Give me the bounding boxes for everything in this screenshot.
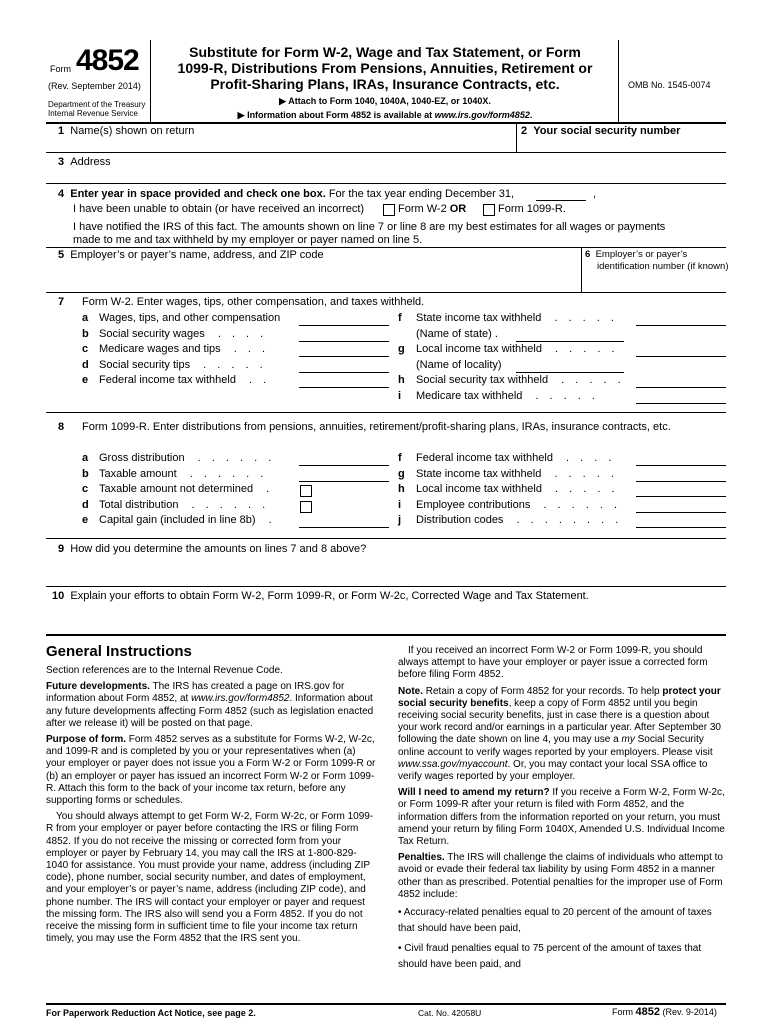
- catalog-number: Cat. No. 42058U: [418, 1008, 482, 1018]
- line-8f-input[interactable]: [636, 465, 726, 466]
- line-8j-letter: j: [398, 514, 402, 526]
- line-4-notified-1: I have notified the IRS of this fact. The amounts shown on line 7 or line 8 are my best estimates for all wages or payments: [73, 221, 666, 233]
- future-url[interactable]: www.irs.gov/form4852: [191, 693, 290, 705]
- info-url[interactable]: www.irs.gov/form4852: [434, 110, 530, 120]
- tax-year-input[interactable]: [536, 200, 586, 201]
- penalty-bullet-1: • Accuracy-related penalties equal to 20 percent of the amount of taxes that should have been paid,: [398, 907, 712, 935]
- name-input[interactable]: [60, 138, 510, 152]
- line-2-label: 2 Your social security number: [521, 125, 681, 137]
- should-attempt-paragraph: You should always attempt to get Form W-2, Form W-2c, or Form 1099-R from your employer or payer before contacting the IRS or filing Form 4852. If you do not receive the missing or corrected form from your employer or payer by February 14, you may call the IRS at 1-800-829-1040 for assistance. You must provide your name, address (including ZIP code), phone number, social security number, and dates of employment, and your employer’s or payer’s name, address (including ZIP code), and phone number. The IRS will contact your employer or payer and request the missing form. The IRS also will send you a Form 4852. If you do not receive the missing form in sufficient time to file your income tax return timely, you may use the Form 4852 that the IRS sent you.: [46, 811, 374, 945]
- line-8j-label: Distribution codes . . . . . . . .: [416, 514, 623, 526]
- line-8-title: Form 1099-R. Enter distributions from pensions, annuities, retirement/profit-sharing plans, IRAs, insurance contracts, etc.: [82, 421, 671, 433]
- general-instructions-heading: General Instructions: [46, 643, 192, 660]
- form-1099r-option: Form 1099-R.: [498, 203, 566, 215]
- penalty-bullet-2: • Civil fraud penalties equal to 75 percent of the amount of taxes that should have been paid, and: [398, 943, 702, 971]
- line-10-label: 10 Explain your efforts to obtain Form W-2, Form 1099-R, or Form W-2c, Corrected Wage and Tax Statement.: [52, 590, 589, 602]
- agency-line: Internal Revenue Service: [48, 109, 138, 118]
- form-title: [155, 44, 615, 92]
- footer-form-id: Form 4852 (Rev. 9-2014): [612, 1006, 717, 1018]
- department-line: Department of the Treasury: [48, 100, 146, 109]
- line-1-label: 1 Name(s) shown on return: [58, 125, 195, 137]
- attach-instruction: ▶ Attach to Form 1040, 1040A, 1040-EZ, or 1040X.: [279, 96, 491, 106]
- title-line-2: 1099-R, Distributions From Pensions, Annuities, Retirement or: [177, 60, 593, 76]
- instructions-left-column: [46, 665, 376, 949]
- line-6-label: 6 Employer’s or payer’s identification number (if known): [585, 249, 729, 272]
- line-7-right-3-name-input[interactable]: [516, 372, 624, 373]
- ssn-input[interactable]: [521, 138, 721, 152]
- omb-number: OMB No. 1545-0074: [628, 80, 711, 90]
- line-8b-letter: b: [82, 467, 89, 480]
- form-label: Form: [50, 64, 71, 74]
- line-7a-label: Wages, tips, and other compensation: [99, 312, 281, 324]
- department: [48, 100, 145, 118]
- line-7e-letter: e: [82, 374, 89, 386]
- line-3-label: 3 Address: [58, 156, 111, 168]
- penalties-paragraph: Penalties. The IRS will challenge the claims of individuals who attempt to avoid or evade their federal tax liability by using Form 4852 in a manner other than as prescribed. Potential penalties for the improper use of Form 4852 include:: [398, 852, 723, 900]
- line-7d-label: Social security tips . . . . .: [99, 358, 267, 371]
- line-8i-input[interactable]: [636, 512, 726, 513]
- address-input[interactable]: [60, 168, 720, 182]
- line-8b-input[interactable]: [299, 481, 389, 482]
- line-7-right-1-name-input[interactable]: [516, 341, 624, 342]
- form-number: 4852: [76, 44, 139, 77]
- line-8e-letter: e: [82, 514, 89, 526]
- line-7-right-0-label: State income tax withheld . . . . .: [416, 312, 618, 324]
- line-7-right-5-input[interactable]: [636, 403, 726, 404]
- purpose-of-form: Purpose of form. Form 4852 serves as a substitute for Forms W-2, W-2c, and 1099-R and is completed by you or your representatives when (a) your employer or payer does not issue you a Form W-2 or Form 1099-R or (b) an employer or payer has issued an incorrect Form W-2 or Form 1099-R. Attach this form to the back of your income tax return, before any supporting forms or schedules.: [46, 734, 376, 807]
- line-5-label: 5 Employer’s or payer’s name, address, and ZIP code: [58, 249, 324, 261]
- line-8i-letter: i: [398, 498, 402, 511]
- amend-paragraph: Will I need to amend my return? If you receive a Form W-2, Form W-2c, or Form 1099-R after your return is filed with Form 4852, and the information differs from the information reported on your return, you must amend your return by filing Form 1040X, Amended U.S. Individual Income Tax Return.: [398, 787, 725, 848]
- revision-date: (Rev. September 2014): [48, 81, 141, 91]
- line-7-right-4-letter: h: [398, 374, 405, 386]
- line-9-label: 9 How did you determine the amounts on lines 7 and 8 above?: [58, 543, 367, 555]
- line-8-number: 8: [58, 421, 65, 433]
- line-7-right-5-letter: i: [398, 389, 402, 402]
- line-8b-label: Taxable amount . . . . . .: [99, 467, 268, 480]
- line-7b-letter: b: [82, 327, 89, 340]
- line-7-right-3-label: (Name of locality): [416, 358, 502, 371]
- line-7a-letter: a: [82, 312, 89, 324]
- line-8d-label: Total distribution . . . . . .: [99, 498, 270, 511]
- form-w2-option: Form W-2 OR: [398, 203, 467, 215]
- form-1099r-checkbox[interactable]: [483, 204, 495, 216]
- line-7-right-4-input[interactable]: [636, 387, 726, 388]
- line-7e-input[interactable]: [299, 387, 389, 388]
- line-7-right-0-input[interactable]: [636, 325, 726, 326]
- line-7-right-1-label: (Name of state) .: [416, 327, 498, 340]
- line-4-unable-text: I have been unable to obtain (or have received an incorrect): [73, 203, 365, 215]
- line-8h-label: Local income tax withheld . . . . .: [416, 483, 619, 495]
- future-developments: Future developments. The IRS has created a page on IRS.gov for information about Form 4852, at www.irs.gov/form4852. Information about any future developments affecting Form 4852 (such as legislation enacted after we release it) will be posted on that page.: [46, 681, 374, 729]
- title-line-1: Substitute for Form W-2, Wage and Tax Statement, or Form: [189, 44, 581, 60]
- line-4-instruction: 4 Enter year in space provided and check one box. For the tax year ending December 31,: [58, 188, 515, 200]
- line-7d-input[interactable]: [299, 372, 389, 373]
- line-8h-letter: h: [398, 483, 405, 495]
- efforts-input[interactable]: [60, 604, 720, 632]
- method-input[interactable]: [60, 556, 720, 584]
- line-7c-label: Medicare wages and tips . . .: [99, 343, 270, 355]
- line-8g-input[interactable]: [636, 481, 726, 482]
- line-8c-label: Taxable amount not determined .: [99, 483, 274, 495]
- line-7-right-2-input[interactable]: [636, 356, 726, 357]
- line-7a-input[interactable]: [299, 325, 389, 326]
- comma: ,: [593, 188, 597, 200]
- line-7d-letter: d: [82, 358, 89, 371]
- info-prefix: ▶ Information about Form 4852 is available at: [237, 110, 435, 120]
- line-7c-input[interactable]: [299, 356, 389, 357]
- form-w2-checkbox[interactable]: [383, 204, 395, 216]
- line-8h-input[interactable]: [636, 496, 726, 497]
- incorrect-form-paragraph: If you received an incorrect Form W-2 or Form 1099-R, you should always attempt to have your employer or payer issue a corrected form before filing Form 4852.: [398, 645, 708, 681]
- instructions-right-column: [398, 645, 726, 977]
- line-7-right-4-label: Social security tax withheld . . . . .: [416, 374, 625, 386]
- line-7-right-2-letter: g: [398, 343, 405, 355]
- line-8e-label: Capital gain (included in line 8b) .: [99, 514, 276, 526]
- line-7b-input[interactable]: [299, 341, 389, 342]
- line-8a-input[interactable]: [299, 465, 389, 466]
- line-7-right-5-label: Medicare tax withheld . . . . .: [416, 389, 599, 402]
- line-8c-checkbox[interactable]: [300, 485, 312, 497]
- line-8a-letter: a: [82, 452, 89, 464]
- line-8a-label: Gross distribution . . . . . .: [99, 452, 276, 464]
- line-8g-letter: g: [398, 467, 405, 480]
- line-7e-label: Federal income tax withheld . .: [99, 374, 271, 386]
- paperwork-notice: For Paperwork Reduction Act Notice, see page 2.: [46, 1008, 256, 1018]
- line-7-right-2-label: Local income tax withheld . . . . .: [416, 343, 619, 355]
- info-suffix: .: [529, 110, 533, 120]
- note-paragraph: Note. Retain a copy of Form 4852 for your records. To help protect your social security benefits, keep a copy of Form 4852 until you begin receiving social security benefits, just in case there is a question about your work record and/or earnings in a particular year. After September 30 following the date shown on line 4, you may use a my Social Security online account to verify wages reported by your employers. Please visit www.ssa.gov/myaccount. Or, you may contact your local SSA office to verify wages reported by your employer.: [398, 685, 721, 783]
- line-8f-letter: f: [398, 452, 402, 464]
- line-8j-input[interactable]: [636, 527, 726, 528]
- line-8g-label: State income tax withheld . . . . .: [416, 467, 618, 480]
- title-line-3: Profit-Sharing Plans, IRAs, Insurance Contracts, etc.: [210, 76, 560, 92]
- line-8e-input[interactable]: [299, 527, 389, 528]
- line-7-number: 7: [58, 296, 65, 308]
- line-8f-label: Federal income tax withheld . . . .: [416, 452, 616, 464]
- line-7b-label: Social security wages . . . .: [99, 327, 268, 340]
- line-4-notified-2: made to me and tax withheld by my employer or payer named on line 5.: [73, 234, 423, 246]
- line-8c-letter: c: [82, 483, 89, 495]
- section-references: Section references are to the Internal Revenue Code.: [46, 665, 283, 676]
- info-instruction: [155, 110, 615, 121]
- line-7-title: Form W-2. Enter wages, tips, other compensation, and taxes withheld.: [82, 296, 425, 308]
- ssa-url[interactable]: www.ssa.gov/myaccount: [398, 758, 508, 770]
- line-7c-letter: c: [82, 343, 89, 355]
- employer-input[interactable]: [60, 262, 575, 290]
- line-8d-letter: d: [82, 498, 89, 511]
- line-8d-checkbox[interactable]: [300, 501, 312, 513]
- line-8i-label: Employee contributions . . . . . .: [416, 498, 622, 511]
- line-7-right-0-letter: f: [398, 312, 402, 324]
